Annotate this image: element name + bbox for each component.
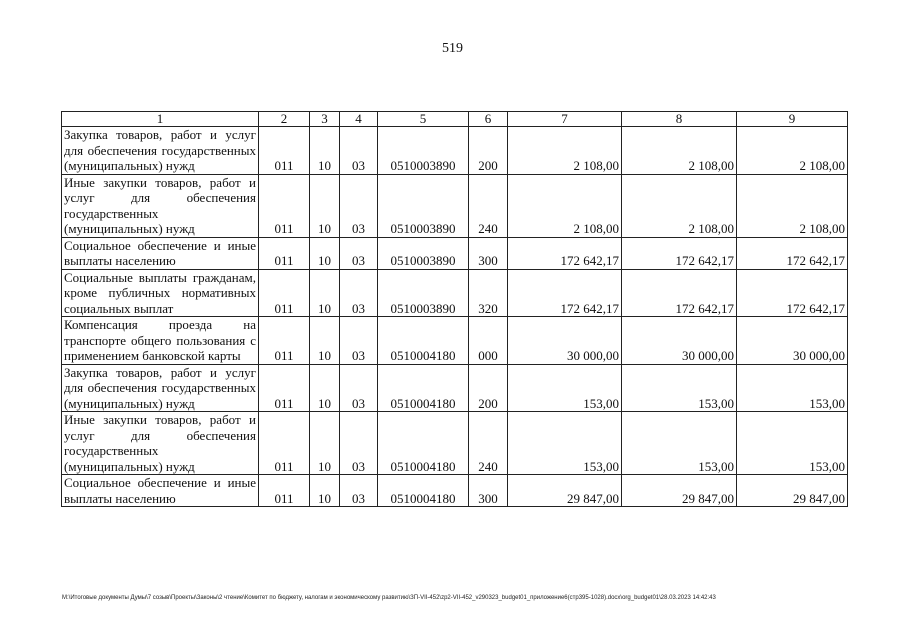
amount-col9: 30 000,00 [737,317,848,365]
amount-col7: 30 000,00 [508,317,622,365]
subsection-code: 03 [340,269,378,317]
table-row [62,127,848,175]
amount-col7: 172 642,17 [508,269,622,317]
expense-type-code: 200 [469,364,508,412]
table-row [62,412,848,475]
row-name: Социальные выплаты гражданам, кроме публичных нормативных социальных выплат [62,269,259,317]
amount-col9: 172 642,17 [737,237,848,269]
section-code: 10 [310,237,340,269]
ministry-code: 011 [259,237,310,269]
table-row [62,475,848,507]
target-code: 0510003890 [378,237,469,269]
ministry-code: 011 [259,127,310,175]
amount-col8: 30 000,00 [622,317,737,365]
row-name: Закупка товаров, работ и услуг для обеспечения государственных (муниципальных) нужд [62,364,259,412]
expense-type-code: 000 [469,317,508,365]
amount-col8: 2 108,00 [622,174,737,237]
amount-col7: 29 847,00 [508,475,622,507]
column-header: 6 [469,112,508,127]
ministry-code: 011 [259,269,310,317]
row-name: Иные закупки товаров, работ и услуг для обеспечения государственных (муниципальных) нужд [62,174,259,237]
target-code: 0510003890 [378,174,469,237]
expense-type-code: 300 [469,237,508,269]
amount-col9: 172 642,17 [737,269,848,317]
target-code: 0510003890 [378,127,469,175]
column-header: 7 [508,112,622,127]
column-header: 2 [259,112,310,127]
subsection-code: 03 [340,412,378,475]
subsection-code: 03 [340,475,378,507]
amount-col8: 172 642,17 [622,237,737,269]
subsection-code: 03 [340,317,378,365]
section-code: 10 [310,412,340,475]
amount-col7: 2 108,00 [508,127,622,175]
amount-col7: 153,00 [508,364,622,412]
column-header: 5 [378,112,469,127]
table-row [62,269,848,317]
section-code: 10 [310,269,340,317]
header-row [62,112,848,127]
amount-col8: 2 108,00 [622,127,737,175]
amount-col9: 29 847,00 [737,475,848,507]
table-row [62,237,848,269]
amount-col9: 2 108,00 [737,174,848,237]
expense-type-code: 240 [469,174,508,237]
target-code: 0510004180 [378,412,469,475]
column-header: 4 [340,112,378,127]
amount-col9: 153,00 [737,412,848,475]
ministry-code: 011 [259,475,310,507]
amount-col9: 153,00 [737,364,848,412]
page-number: 519 [442,41,463,56]
amount-col7: 172 642,17 [508,237,622,269]
row-name: Социальное обеспечение и иные выплаты населению [62,237,259,269]
ministry-code: 011 [259,317,310,365]
subsection-code: 03 [340,237,378,269]
table-row [62,364,848,412]
subsection-code: 03 [340,174,378,237]
ministry-code: 011 [259,412,310,475]
budget-table [61,111,848,507]
expense-type-code: 300 [469,475,508,507]
row-name: Социальное обеспечение и иные выплаты населению [62,475,259,507]
subsection-code: 03 [340,364,378,412]
target-code: 0510004180 [378,475,469,507]
section-code: 10 [310,475,340,507]
amount-col8: 153,00 [622,412,737,475]
row-name: Закупка товаров, работ и услуг для обеспечения государственных (муниципальных) нужд [62,127,259,175]
amount-col7: 153,00 [508,412,622,475]
ministry-code: 011 [259,174,310,237]
section-code: 10 [310,174,340,237]
column-header: 3 [310,112,340,127]
section-code: 10 [310,364,340,412]
expense-type-code: 320 [469,269,508,317]
subsection-code: 03 [340,127,378,175]
section-code: 10 [310,127,340,175]
column-header: 1 [62,112,259,127]
amount-col8: 172 642,17 [622,269,737,317]
row-name: Компенсация проезда на транспорте общего пользования с применением банковской карты [62,317,259,365]
document-path-footer: M:\Итоговые документы Думы\7 созыв\Проекты\Законы\2 чтение\Комитет по бюджету, налогам и экономическому развитию\ЗП-VII-452\zp2-VII-452_v290323_budget01_приложение6(стр395-1028).docx\org_budget01\28.03.2023 14:42:43 [62,595,716,601]
amount-col9: 2 108,00 [737,127,848,175]
column-header: 9 [737,112,848,127]
expense-type-code: 200 [469,127,508,175]
table-row [62,317,848,365]
section-code: 10 [310,317,340,365]
expense-type-code: 240 [469,412,508,475]
target-code: 0510003890 [378,269,469,317]
amount-col8: 29 847,00 [622,475,737,507]
row-name: Иные закупки товаров, работ и услуг для обеспечения государственных (муниципальных) нужд [62,412,259,475]
table-row [62,174,848,237]
target-code: 0510004180 [378,364,469,412]
ministry-code: 011 [259,364,310,412]
amount-col7: 2 108,00 [508,174,622,237]
amount-col8: 153,00 [622,364,737,412]
column-header: 8 [622,112,737,127]
target-code: 0510004180 [378,317,469,365]
